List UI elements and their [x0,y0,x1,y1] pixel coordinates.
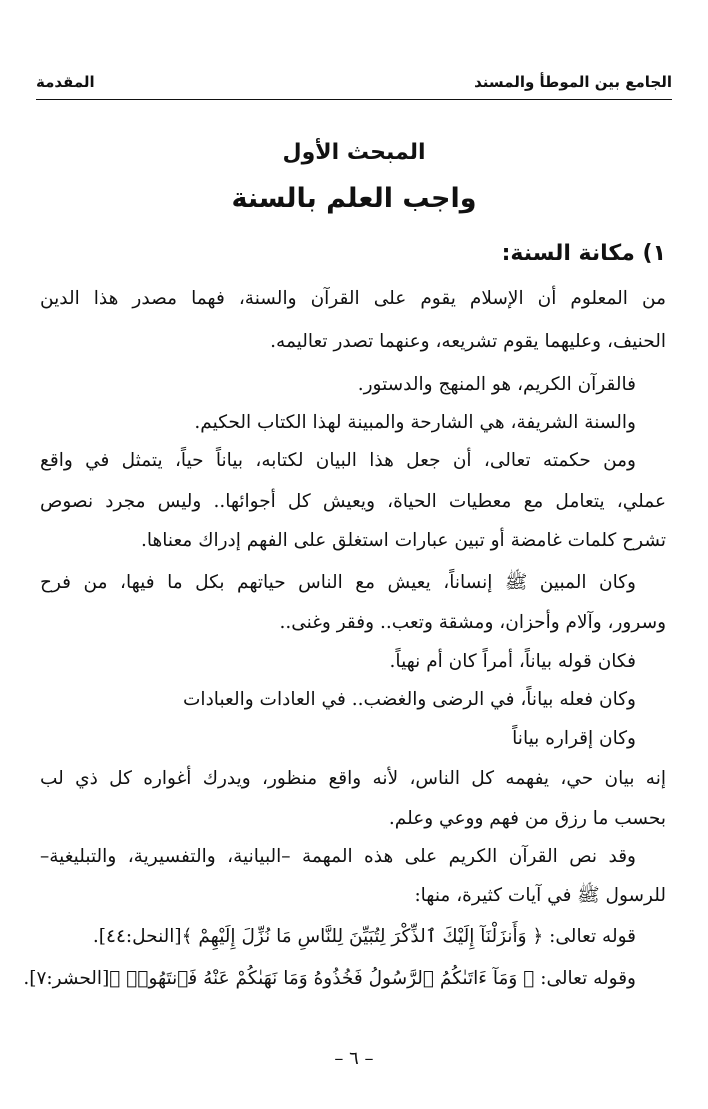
section-heading: ١) مكانة السنة: [501,241,666,266]
chapter-title: واجب العلم بالسنة [231,183,477,214]
text-line: وكان فعله بياناً، في الرضى والغضب.. في العادات والعبادات [183,689,636,710]
text-line: إنه بيان حي، يفهمه كل الناس، لأنه واقع منظور، ويدرك أغواره كل ذي لب [40,768,666,789]
book-title: الجامع بين الموطأ والمسند [474,73,672,91]
text-line: للرسول ﷺ في آيات كثيرة، منها: [414,885,666,906]
text-line: فكان قوله بياناً، أمراً كان أم نهياً. [389,651,636,672]
text-line: فالقرآن الكريم، هو المنهج والدستور. [357,374,636,395]
text-line: الحنيف، وعليهما يقوم تشريعه، وعنهما تصدر تعاليمه. [270,331,666,352]
text-line: عملي، يتعامل مع معطيات الحياة، ويعيش كل أجوائها.. وليس مجرد نصوص [40,491,666,512]
text-line: وقد نص القرآن الكريم على هذه المهمة –البيانية، والتفسيرية، والتبليغية– [40,846,636,867]
text-line: من المعلوم أن الإسلام يقوم على القرآن والسنة، فهما مصدر هذا الدين [40,288,666,309]
text-line: ومن حكمته تعالى، أن جعل هذا البيان لكتابه، بياناً حياً، يتمثل في واقع [40,450,636,471]
text-line: وكان المبين ﷺ إنساناً، يعيش مع الناس حياتهم بكل ما فيها، من فرح [40,572,636,593]
quran-verse-line: قوله تعالى: ﴿ وَأَنزَلْنَآ إِلَيْكَ ٱلذِّكْرَ لِتُبَيِّنَ لِلنَّاسِ مَا نُزِّلَ إِلَيْهِمْ ﴾[النحل:٤٤]. [92,926,636,947]
running-header [36,70,672,94]
section-name: المقدمة [36,73,95,91]
header-divider [36,99,672,100]
page-number: – ٦ – [334,1048,374,1069]
text-line: تشرح كلمات غامضة أو تبين عبارات استغلق على الفهم إدراك معناها. [141,530,666,551]
text-line: بحسب ما رزق من فهم ووعي وعلم. [388,808,666,829]
text-line: وكان إقراره بياناً [512,728,636,749]
text-line: وسرور، وآلام وأحزان، ومشقة وتعب.. وفقر وغنى.. [279,612,666,633]
text-line: والسنة الشريفة، هي الشارحة والمبينة لهذا الكتاب الحكيم. [194,412,636,433]
chapter-label: المبحث الأول [282,140,426,165]
quran-verse-line: وقوله تعالى: ﴿ وَمَآ ءَاتَىٰكُمُ ٱلرَّسُولُ فَخُذُوهُ وَمَا نَهَىٰكُمْ عَنْهُ فَٱنتَهُوا۟ ﴾[الحشر:٧]. [23,968,636,989]
